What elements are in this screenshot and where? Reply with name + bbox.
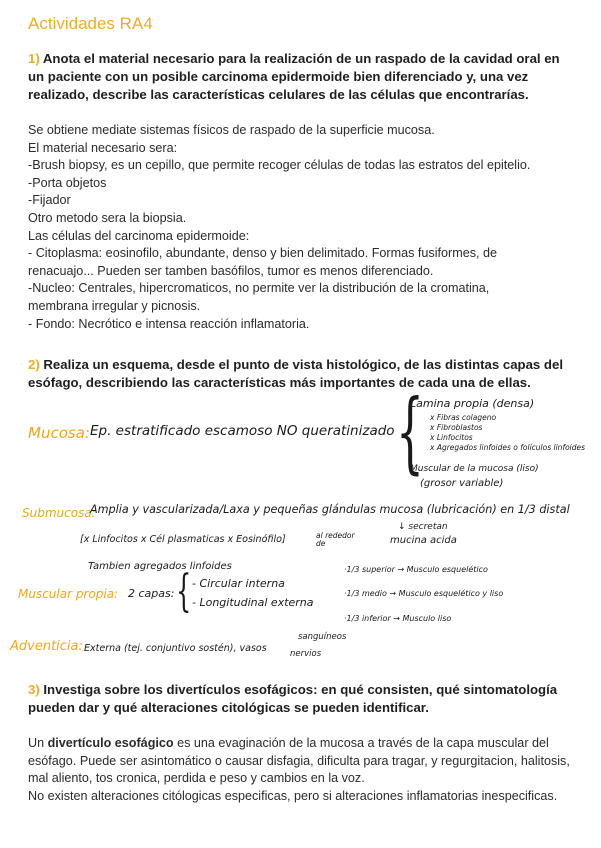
sanguineos-note: sanguíneos xyxy=(298,632,347,642)
answer-3-body: es una evaginación de la mucosa a través de la capa muscular del esófago. Puede ser asintomático o causar disfagia, dificulta para tragar, y regurgitacion, halitosis, mal aliento, tos cronica, perdida e peso y cambios en la voz. xyxy=(28,736,570,786)
nervios-note: nervios xyxy=(290,649,322,659)
answer-1-line: - Fondo: Necrótico e intensa reacción inflamatoria. xyxy=(28,316,310,331)
capas-note: 2 capas: xyxy=(128,587,175,600)
grosor-note: (grosor variable) xyxy=(420,478,504,489)
lamina-propia: Lamina propia (densa) xyxy=(410,397,535,410)
lamina-item: x Linfocitos xyxy=(430,433,473,442)
question-2-number: 2) xyxy=(28,357,40,372)
answer-1-line: - Citoplasma: eosinofilo, abundante, denso y bien delimitado. Formas fusiformes, de xyxy=(28,246,498,261)
tercio-superior: ·1/3 superior → Musculo esquelético xyxy=(344,565,488,574)
answer-1-line: Se obtiene mediate sistemas físicos de raspado de la superficie mucosa. xyxy=(28,123,435,137)
mucosa-brace: { xyxy=(396,380,424,483)
answer-3-lead: Un xyxy=(28,736,48,750)
lamina-item: x Fibroblastos xyxy=(430,423,483,432)
circular-layer: - Circular interna xyxy=(192,577,285,590)
question-3-number: 3) xyxy=(28,682,40,697)
lamina-item: x Agregados linfoides o folículos linfoides xyxy=(430,443,586,452)
question-3 xyxy=(28,681,576,717)
muscular-propia-label: Muscular propia: xyxy=(18,587,119,601)
tercio-inferior: ·1/3 inferior → Musculo liso xyxy=(344,614,452,623)
question-2-text: Realiza un esquema, desde el punto de vista histológico, de las distintas capas del esófago, describiendo las características más importantes de cada una de ellas. xyxy=(28,357,563,390)
question-1-text: Anota el material necesario para la realización de un raspado de la cavidad oral en un paciente con un posible carcinoma epidermoide bien diferenciado y, una vez realizado, describe las características celulares de las células que encontrarías. xyxy=(28,51,560,102)
answer-1 xyxy=(28,122,588,333)
question-3-text: Investiga sobre los divertículos esofágicos: en qué consisten, qué sintomatología pueden dar y qué alteraciones citológicas se pueden identificar. xyxy=(28,682,558,715)
mucosa-text: Ep. estratificado escamoso NO queratinizado xyxy=(90,423,395,439)
answer-1-line: -Fijador xyxy=(28,193,71,208)
muscular-brace: { xyxy=(176,566,192,617)
submucosa-cells: [x Linfocitos x Cél plasmaticas x Eosinófilo] xyxy=(80,534,286,545)
answer-1-line: El material necesario sera: xyxy=(28,140,178,155)
muscular-mucosa: Muscular de la mucosa (liso) xyxy=(410,464,539,474)
submucosa-label: Submucosa: xyxy=(22,506,96,520)
adventicia-label: Adventicia: xyxy=(10,639,83,654)
lamina-item: x Fibras colageno xyxy=(430,413,497,422)
answer-1-line: -Nucleo: Centrales, hipercromaticos, no permite ver la distribución de la cromatina, xyxy=(28,281,490,296)
answer-1-line: Las células del carcinoma epidermoide: xyxy=(28,228,250,243)
answer-3-paragraph xyxy=(28,735,576,788)
adventicia-text: Externa (tej. conjuntivo sostén), vasos xyxy=(84,643,267,654)
al-rededor-note: al rededor de xyxy=(316,531,355,548)
answer-3-term: divertículo esofágico xyxy=(47,736,174,750)
mucina-note: mucina acida xyxy=(390,535,457,546)
answer-1-line: -Brush biopsy, es un cepillo, que permite recoger células de todas las estratos del epitelio. xyxy=(28,158,531,173)
question-1 xyxy=(28,50,576,104)
longitudinal-layer: - Longitudinal externa xyxy=(192,596,314,609)
question-1-number: 1) xyxy=(28,51,40,66)
agregados-note: Tambien agregados linfoides xyxy=(88,561,232,572)
submucosa-text: Amplia y vascularizada/Laxa y pequeñas glándulas mucosa (lubricación) en 1/3 distal xyxy=(90,503,570,516)
page-title: Actividades RA4 xyxy=(28,14,153,33)
answer-1-line: renacuajo... Pueden ser tamben basófilos, tumor es menos diferenciado. xyxy=(28,263,434,278)
answer-3-last: No existen alteraciones citólogicas especificas, pero si alteraciones inflamatorias inespecificas. xyxy=(28,788,558,803)
answer-1-line: -Porta objetos xyxy=(28,175,107,190)
tercio-medio: ·1/3 medio → Musculo esquelético y liso xyxy=(344,589,504,598)
question-2 xyxy=(28,356,576,392)
mucosa-label: Mucosa: xyxy=(28,424,90,442)
secretan-note: ↓ secretan xyxy=(398,522,448,532)
answer-3 xyxy=(28,735,576,805)
answer-1-line: Otro metodo sera la biopsia. xyxy=(28,210,187,225)
answer-1-line: membrana irregular y picnosis. xyxy=(28,298,201,313)
